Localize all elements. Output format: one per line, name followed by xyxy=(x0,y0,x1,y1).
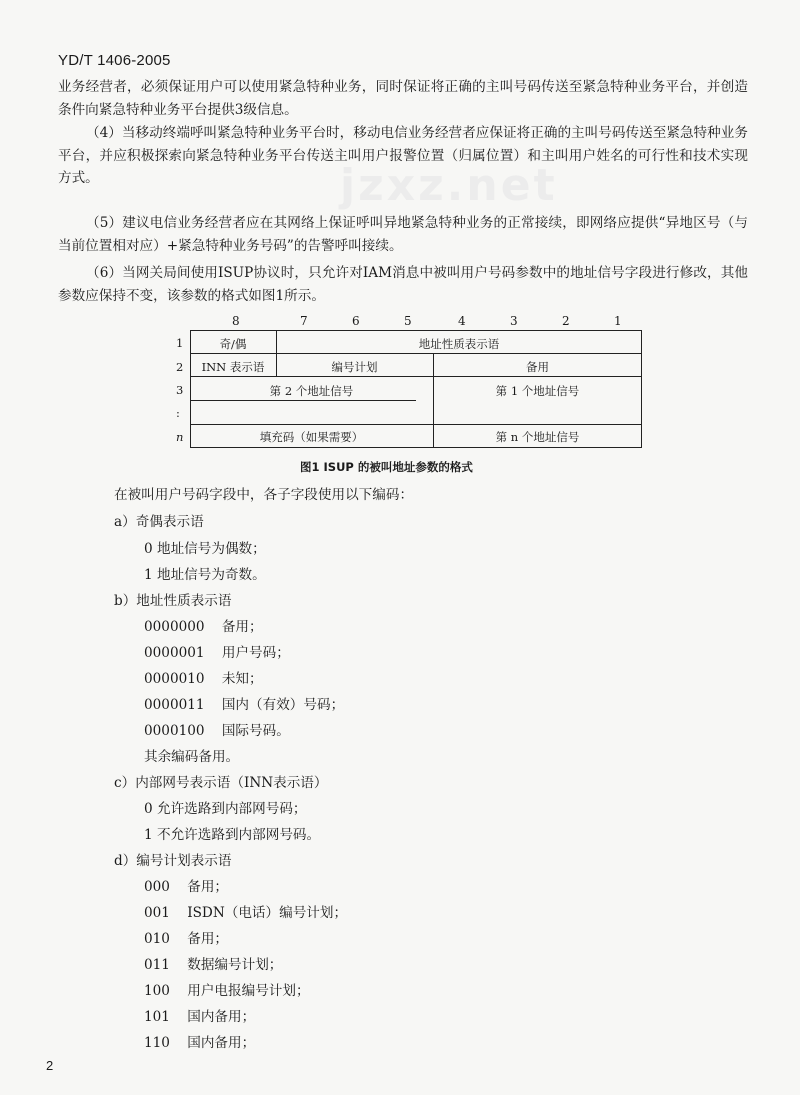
paragraph-continuation: 业务经营者，必须保证用户可以使用紧急特种业务，同时保证将正确的主叫号码传送至紧急特种业务平台，并创造条件向紧急特种业务平台提供3级信息。 xyxy=(58,79,748,118)
code-meaning: 备用； xyxy=(221,619,263,635)
code-meaning: 国内备用； xyxy=(187,1009,256,1025)
bit-label: 7 xyxy=(300,314,308,328)
cell-nature-of-address: 地址性质表示语 xyxy=(418,337,500,351)
section-a-item: 0 地址信号为偶数； xyxy=(144,541,266,557)
section-a-title: a）奇偶表示语 xyxy=(114,514,204,530)
code-meaning: 备用； xyxy=(187,879,229,895)
code-meaning: 国内（有效）号码； xyxy=(221,697,345,713)
bit-label: 4 xyxy=(458,314,466,328)
grid-line xyxy=(190,353,642,354)
paragraph-5: （5）建议电信业务经营者应在其网络上保证呼叫异地紧急特种业务的正常接续，即网络应提供“异地区号（与当前位置相对应）+紧急特种业务号码”的告警呼叫接续。 xyxy=(58,215,748,254)
code-item xyxy=(144,953,282,973)
bit-label: 8 xyxy=(232,314,240,328)
code-meaning: 国际号码。 xyxy=(221,723,290,739)
cell-spare: 备用 xyxy=(526,360,549,374)
bit-label: 1 xyxy=(614,314,622,328)
code-meaning: 用户电报编号计划； xyxy=(187,983,310,999)
code-meaning: 未知； xyxy=(221,671,263,687)
row-label: n xyxy=(176,430,184,444)
cell-address-signal-2: 第 2 个地址信号 xyxy=(269,384,354,398)
grid-line xyxy=(190,424,642,425)
code: 000 xyxy=(144,879,170,895)
code: 0000001 xyxy=(144,645,205,661)
code: 001 xyxy=(144,905,170,921)
section-d-title: d）编号计划表示语 xyxy=(114,853,232,869)
bit-label: 6 xyxy=(352,314,360,328)
code-item-rest: 其余编码备用。 xyxy=(144,749,240,765)
section-c-item: 1 不允许选路到内部网号码。 xyxy=(144,827,321,843)
code-item xyxy=(144,719,290,739)
code-meaning: ISDN（电话）编号计划； xyxy=(187,905,348,921)
code-item xyxy=(144,667,263,687)
page-number: 2 xyxy=(46,1058,54,1073)
code-item xyxy=(144,927,228,947)
row-label: 3 xyxy=(176,383,184,397)
code: 010 xyxy=(144,931,170,947)
cell-odd-even: 奇/偶 xyxy=(219,337,247,351)
code-item xyxy=(144,615,263,635)
code-meaning: 数据编号计划； xyxy=(187,957,283,973)
code: 0000100 xyxy=(144,723,205,739)
code-item xyxy=(144,979,310,999)
code-meaning: 用户号码； xyxy=(221,645,290,661)
paragraph-6: （6）当网关局间使用ISUP协议时，只允许对IAM消息中被叫用户号码参数中的地址信号字段进行修改，其他参数应保持不变，该参数的格式如图1所示。 xyxy=(58,265,748,304)
document-header: YD/T 1406-2005 xyxy=(58,52,171,69)
row-label: 2 xyxy=(176,360,184,374)
bit-label: 3 xyxy=(510,314,518,328)
code-meaning: 备用； xyxy=(187,931,229,947)
section-c-title: c）内部网号表示语（INN表示语） xyxy=(114,775,328,791)
code: 0000000 xyxy=(144,619,205,635)
section-c-item: 0 允许选路到内部网号码； xyxy=(144,801,307,817)
code-item xyxy=(144,875,228,895)
section-a-item: 1 地址信号为奇数。 xyxy=(144,567,266,583)
code-item xyxy=(144,693,344,713)
code: 100 xyxy=(144,983,170,999)
code-item xyxy=(144,641,290,661)
row-label: 1 xyxy=(176,336,184,350)
paragraph-4: （4）当移动终端呼叫紧急特种业务平台时，移动电信业务经营者应保证将正确的主叫号码传送至紧急特种业务平台，并应积极探索向紧急特种业务平台传送主叫用户报警位置（归属位置）和主叫用户姓名的可行性和技术实现方式。 xyxy=(58,125,748,186)
grid-line xyxy=(190,400,416,401)
grid-line xyxy=(190,376,642,377)
code-meaning: 国内备用； xyxy=(187,1035,256,1051)
code: 011 xyxy=(144,957,170,973)
watermark: jzxz.net xyxy=(340,160,558,211)
code: 0000010 xyxy=(144,671,205,687)
code: 101 xyxy=(144,1009,170,1025)
row-label: : xyxy=(176,406,180,420)
cell-address-signal-1: 第 1 个地址信号 xyxy=(495,384,580,398)
cell-inn-indicator: INN 表示语 xyxy=(201,360,265,374)
cell-numbering-plan: 编号计划 xyxy=(331,360,378,374)
code-item xyxy=(144,901,347,921)
figure-caption: 图1 ISUP 的被叫地址参数的格式 xyxy=(300,460,473,474)
code-item xyxy=(144,1005,255,1025)
bit-label: 5 xyxy=(404,314,412,328)
cell-address-signal-n: 第 n 个地址信号 xyxy=(495,430,580,444)
code: 0000011 xyxy=(144,697,205,713)
cell-filler: 填充码（如果需要） xyxy=(259,430,364,444)
code-item xyxy=(144,1031,255,1051)
section-b-title: b）地址性质表示语 xyxy=(114,593,232,609)
intro-text: 在被叫用户号码字段中，各子字段使用以下编码： xyxy=(114,487,414,503)
bit-label: 2 xyxy=(562,314,570,328)
code: 110 xyxy=(144,1035,170,1051)
